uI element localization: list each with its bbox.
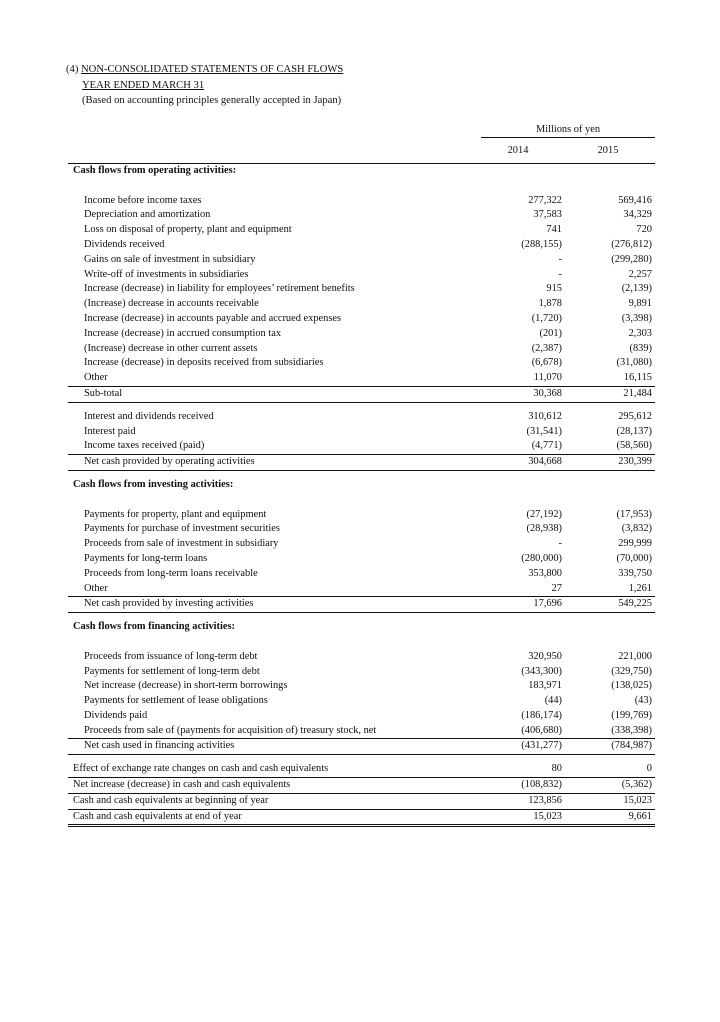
value-2014: (4,771) [531,440,562,452]
value-2015: (199,769) [611,709,652,721]
column-unit-header [481,124,655,138]
line-item-label: Gains on sale of investment in subsidiary [84,253,256,265]
value-2015: 1,261 [628,582,652,594]
value-2015: (58,560) [616,440,652,452]
investing-row [68,537,655,552]
line-item-label: Income before income taxes [84,194,202,206]
value-2015: (3,398) [621,312,652,324]
line-item-label: Interest paid [84,425,136,437]
operating-row [68,342,655,357]
line-item-label: Other [84,372,108,384]
value-2014: 277,322 [528,194,562,206]
operating-row [68,312,655,327]
value-2014: (31,541) [526,425,562,437]
value-2014: (27,192) [526,508,562,520]
operating-row [68,268,655,283]
value-2015: 299,999 [618,538,652,550]
investing-row [68,582,655,597]
operating-row [68,208,655,223]
operating-row [68,282,655,297]
value-2014: (1,720) [531,312,562,324]
value-2014: (288,155) [521,238,562,250]
line-item-label: (Increase) decrease in other current assets [84,342,258,354]
value-2015: 720 [636,224,652,236]
operating-row [68,297,655,312]
value-2014: 353,800 [528,567,562,579]
value-2014: (28,938) [526,523,562,535]
line-item-label: Payments for settlement of long-term debt [84,665,260,677]
line-item-label: Interest and dividends received [84,410,214,422]
value-2014: 915 [546,283,562,295]
value-2015: (276,812) [611,238,652,250]
value-2014: 310,612 [528,410,562,422]
value-2014: (6,678) [531,357,562,369]
value-2014: - [558,538,562,550]
value-2015: (31,080) [616,357,652,369]
value-2015: (839) [629,342,652,354]
operating-row [68,425,655,440]
value-2014: (406,680) [521,724,562,736]
value-2015: 295,612 [618,410,652,422]
value-2014: (2,387) [531,342,562,354]
financing-row [68,709,655,724]
value-2015: 16,115 [623,372,652,384]
operating-row [68,238,655,253]
value-2014: 37,583 [533,209,562,221]
total-row-financing: Net cash used in financing activities (431,277) (784,987) [68,738,655,755]
statement-title: NON-CONSOLIDATED STATEMENTS OF CASH FLOWS [81,64,344,75]
line-item-label: Payments for settlement of lease obligations [84,695,268,707]
value-2014: 183,971 [528,680,562,692]
value-2015: 34,329 [623,209,652,221]
financing-row [68,679,655,694]
line-item-label: Increase (decrease) in liability for employees’ retirement benefits [84,283,355,295]
value-2015: 221,000 [618,650,652,662]
line-item-label: Loss on disposal of property, plant and equipment [84,224,292,236]
value-2015: (43) [634,695,652,707]
line-item-label: Income taxes received (paid) [84,440,205,452]
line-item-label: Depreciation and amortization [84,209,211,221]
summary-row-ending: Cash and cash equivalents at end of year 15,023 9,661 [68,810,655,828]
value-2014: (44) [544,695,562,707]
value-2014: (201) [539,327,562,339]
value-2015: 569,416 [618,194,652,206]
value-2014: - [558,268,562,280]
line-item-label: Payments for purchase of investment securities [84,523,280,535]
value-2014: 27 [551,582,562,594]
operating-row [68,253,655,268]
operating-row [68,439,655,454]
value-2015: 339,750 [618,567,652,579]
value-2014: 1,878 [538,298,562,310]
value-2014: - [558,253,562,265]
operating-row [68,356,655,371]
line-item-label: Other [84,582,108,594]
line-item-label: Proceeds from sale of investment in subsidiary [84,538,279,550]
value-2015: 2,257 [628,268,652,280]
value-2015: (28,137) [616,425,652,437]
value-2015: (329,750) [611,665,652,677]
accounting-basis: (Based on accounting principles generally accepted in Japan) [82,95,342,106]
line-item-label: Dividends paid [84,709,148,721]
statement-period: YEAR ENDED MARCH 31 [82,79,205,91]
value-2015: (17,953) [616,508,652,520]
line-item-label: (Increase) decrease in accounts receivable [84,298,259,310]
line-item-label: Increase (decrease) in accrued consumption tax [84,327,282,339]
line-item-label: Payments for long-term loans [84,552,208,564]
investing-row [68,552,655,567]
line-item-label: Payments for property, plant and equipment [84,508,267,520]
total-row-investing: Net cash provided by investing activities 17,696 549,225 [68,596,655,613]
financing-row [68,665,655,680]
value-2015: (2,139) [621,283,652,295]
value-2015: (138,025) [611,680,652,692]
financing-row [68,724,655,739]
year-2014-header: 2014 [507,145,529,156]
line-item-label: Increase (decrease) in accounts payable and accrued expenses [84,312,342,324]
value-2015: (338,398) [611,724,652,736]
value-2015: (299,280) [611,253,652,265]
value-2014: 320,950 [528,650,562,662]
unit-label: Millions of yen [535,124,601,135]
financing-row [68,694,655,709]
value-2015: (70,000) [616,552,652,564]
value-2015: (3,832) [621,523,652,535]
value-2015: 2,303 [628,327,652,339]
year-2015-header: 2015 [597,145,619,156]
value-2014: 741 [546,224,562,236]
operating-row [68,371,655,386]
financing-row [68,650,655,665]
line-item-label: Proceeds from sale of (payments for acquisition of) treasury stock, net [84,724,377,736]
value-2014: (186,174) [521,709,562,721]
line-item-label: Increase (decrease) in deposits received from subsidiaries [84,357,324,369]
cash-flow-table [68,163,655,827]
subtotal-row: Sub-total 30,368 21,484 [68,386,655,402]
section-heading-operating: Cash flows from operating activities: [73,165,237,176]
operating-row [68,410,655,425]
value-2014: (280,000) [521,552,562,564]
statement-header [66,62,343,109]
summary-row-net-change: Net increase (decrease) in cash and cash equivalents (108,832) (5,362) [68,778,655,794]
investing-row [68,567,655,582]
value-2014: (343,300) [521,665,562,677]
operating-row [68,223,655,238]
line-item-label: Dividends received [84,238,165,250]
section-number: (4) [66,64,82,75]
operating-row [68,194,655,209]
value-2014: 11,070 [533,372,562,384]
summary-row-exchange: Effect of exchange rate changes on cash and cash equivalents 80 0 [68,762,655,778]
total-row-operating: Net cash provided by operating activities 304,668 230,399 [68,454,655,471]
investing-row [68,522,655,537]
section-heading-investing: Cash flows from investing activities: [73,478,234,490]
section-heading-financing: Cash flows from financing activities: [73,621,236,633]
line-item-label: Proceeds from issuance of long-term debt [84,650,258,662]
line-item-label: Proceeds from long-term loans receivable [84,567,258,579]
summary-row-beginning: Cash and cash equivalents at beginning of year 123,856 15,023 [68,794,655,810]
line-item-label: Net increase (decrease) in short-term borrowings [84,680,288,692]
value-2015: 9,891 [628,298,652,310]
operating-row [68,327,655,342]
line-item-label: Write-off of investments in subsidiaries [84,268,249,280]
investing-row [68,508,655,523]
